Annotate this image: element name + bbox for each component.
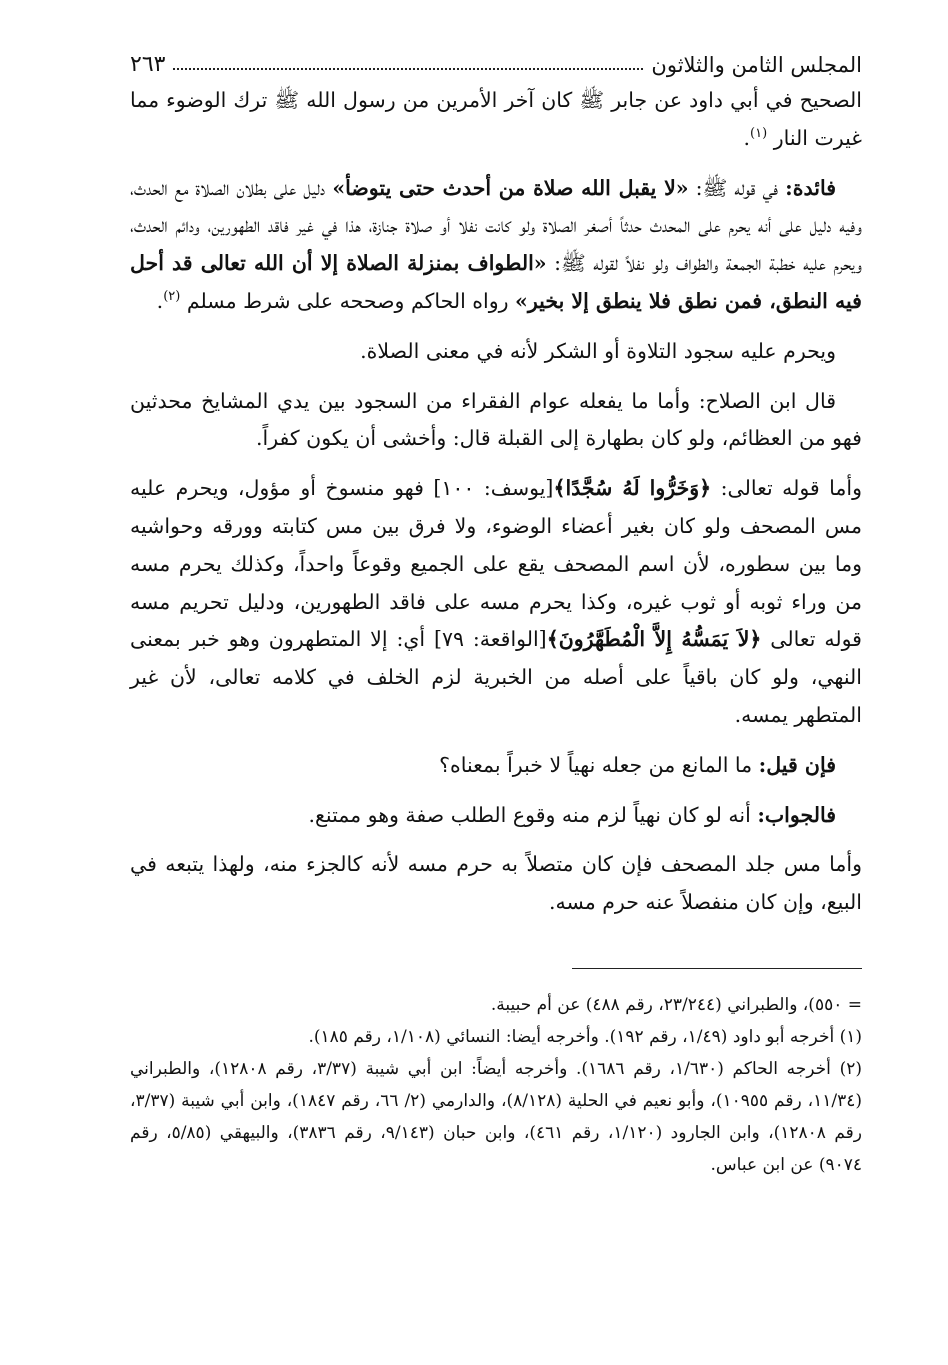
answer-text: أنه لو كان نهياً لزم منه وقوع الطلب صفة وهو ممتنع. <box>308 802 758 827</box>
footnote-ref-2: (٢) <box>163 289 181 305</box>
paragraph-5 <box>130 470 862 735</box>
paragraph-7 <box>130 797 862 835</box>
paragraph-2-text-c: رواه الحاكم وصححه على شرط مسلم <box>186 288 516 313</box>
quran-verse-2: ﴿لاَ يَمَسُّهُ إِلاَّ الْمُطَهَّرُونَ﴾ <box>546 627 762 652</box>
quran-verse-1: ﴿وَخَرُّوا لَهُ سُجَّدًا﴾ <box>553 476 712 501</box>
paragraph-5-text-a: وأما قوله تعالى: <box>711 476 862 501</box>
footnote-2: (٢) أخرجه الحاكم (١/٦٣٠، رقم ١٦٨٦). وأخرجه أيضاً: ابن أبي شيبة (٣/٣٧، رقم ١٢٨٠٨)، والطبراني (١١/٣٤، رقم ١٠٩٥٥)، وأبو نعيم في الحلية (٨/١٢٨)، والدارمي (٢/ ٦٦، رقم ١٨٤٧)، وابن أبي شيبة (٣/٣٧، رقم ١٢٨٠٨)، وابن الجارود (١/١٢٠، رقم ٤٦١)، وابن حبان (٩/١٤٣، رقم ٣٨٣٦)، والبيهقي (٥/٨٥، رقم ٩٠٧٤) عن ابن عباس. <box>130 1058 863 1175</box>
footnotes <box>130 989 862 1181</box>
paragraph-2-text-b: دليل على بطلان الصلاة مع الحدث، وفيه دليل على أنه يحرم على المحدث حدثاً أصغر الصلاة ولو كانت نفلا أو صلاة جنازة، هذا في غير فاقد الطهورين، ودائم الحدث، ويحرم عليه خطبة الجمعة والطواف ولو نفلاً لقوله ﷺ: <box>130 175 863 276</box>
hadith-quote-1: «لا يقبل الله صلاة من أحدث حتى يتوضأ» <box>332 175 689 200</box>
footnote-ref-1: (١) <box>750 125 768 141</box>
paragraph-1: الصحيح في أبي داود عن جابر ﷺ كان آخر الأمرين من رسول الله ﷺ ترك الوضوء مما غيرت النار $^{(١)}$. <box>130 88 862 150</box>
paragraph-8: وأما مس جلد المصحف فإن كان متصلاً به حرم مسه لأنه كالجزء منه، ولهذا يتبعه في البيع، وإن كان منفصلاً عنه حرم مسه. <box>130 852 862 915</box>
paragraph-6 <box>130 747 862 785</box>
footnote-1: (١) أخرجه أبو داود (١/٤٩، رقم ١٩٢). وأخرجه أيضا: النسائي (١/١٠٨، رقم ١٨٥). <box>308 1026 862 1047</box>
paragraph-2-text-a: في قوله ﷺ: <box>688 175 786 200</box>
objection-text: ما المانع من جعله نهياً لا خبراً بمعناه؟ <box>439 752 759 777</box>
header-dotted-leader <box>173 68 643 70</box>
paragraph-3: ويحرم عليه سجود التلاوة أو الشكر لأنه في معنى الصلاة. <box>360 338 836 363</box>
paragraph-5-text-c: [الواقعة: ٧٩] أي: إلا المتطهرون وهو خبر بمعنى النهي، ولو كان باقياً على أصله من الخبرية لزم الخلف في كلامه تعالى، لأن غير المتطهر يمسه. <box>130 627 862 727</box>
benefit-label: فائدة: <box>785 175 836 200</box>
page-number: ٢٦٣ <box>130 52 166 77</box>
chapter-title: المجلس الثامن والثلاثون <box>651 53 862 77</box>
footnote-continued: = ٥٥٠)، والطبراني (٢٣/٢٤٤، رقم ٤٨٨) عن أم حبيبة. <box>490 994 862 1015</box>
paragraph-1-text: الصحيح في أبي داود عن جابر ﷺ كان آخر الأمرين من رسول الله ﷺ ترك الوضوء مما غيرت النار <box>130 88 862 150</box>
answer-label: فالجواب: <box>757 802 836 827</box>
footnote-separator <box>572 968 862 969</box>
running-header <box>130 36 862 76</box>
hadith-quote-2: «الطواف بمنزلة الصلاة إلا أن الله تعالى قد أحل فيه النطق، فمن نطق فلا ينطق إلا بخير» <box>130 251 862 313</box>
paragraph-2: فائدة: في قوله ﷺ: «لا يقبل الله صلاة من أحدث حتى يتوضأ» دليل على بطلان الصلاة مع الحدث، وفيه دليل على أنه يحرم على المحدث حدثاً أصغر الصلاة ولو كانت نفلا أو صلاة جنازة، هذا في غير فاقد الطهورين، ودائم الحدث، ويحرم عليه خطبة الجمعة والطواف ولو نفلاً لقوله ﷺ: «الطواف بمنزلة الصلاة إلا أن الله تعالى قد أحل فيه النطق، فمن نطق فلا ينطق إلا بخير» رواه الحاكم وصححه على شرط مسلم $^{(٢)}$. <box>130 175 863 313</box>
main-text <box>130 82 862 922</box>
objection-label: فإن قيل: <box>758 752 836 777</box>
paragraph-5-text-b: [يوسف: ١٠٠] فهو منسوخ أو مؤول، ويحرم عليه مس المصحف ولو كان بغير أعضاء الوضوء، ولا فرق بين مس كتابته وورقه وحواشيه وما بين سطوره، لأن اسم المصحف يقع على الجميع وقوعاً واحداً، وكذلك يحرم مسه من وراء ثوبه أو ثوب غيره، وكذا يحرم مسه على فاقد الطهورين، ودليل تحريم مسه قوله تعالى <box>130 476 862 652</box>
paragraph-4: قال ابن الصلاح: وأما ما يفعله عوام الفقراء من السجود بين يدي المشايخ محدثين فهو من العظائم، ولو كان بطهارة إلى القبلة قال: وأخشى أن يكون كفراً. <box>130 388 862 451</box>
